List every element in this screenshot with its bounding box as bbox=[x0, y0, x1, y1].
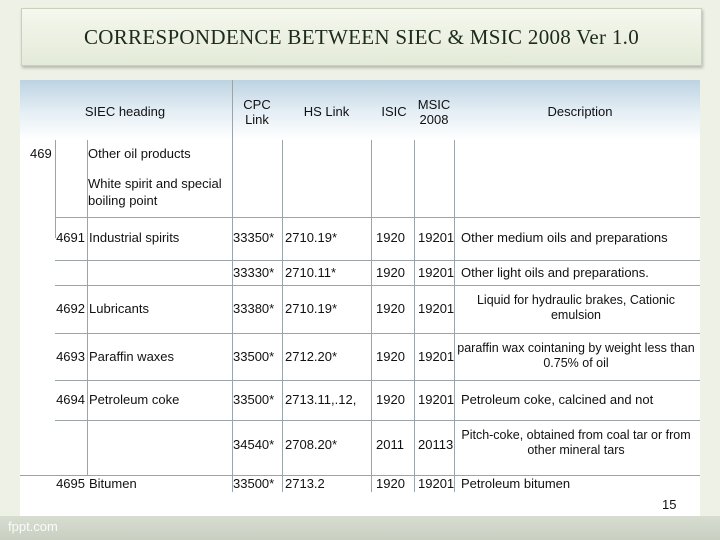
siec-name: Petroleum coke bbox=[89, 392, 180, 407]
header-cpc-line1: CPC bbox=[243, 97, 271, 112]
description: Liquid for hydraulic brakes, Cationic emulsion bbox=[476, 293, 676, 322]
isic-code: 1920 bbox=[376, 301, 405, 316]
hs-link: 2710.11* bbox=[285, 265, 337, 280]
hs-link: 2713.2 bbox=[285, 476, 325, 491]
siec-name: Other oil products bbox=[88, 146, 191, 161]
header-cpc-line2: Link bbox=[245, 112, 269, 127]
msic-code: 19201 bbox=[418, 392, 455, 407]
msic-code: 19201 bbox=[418, 301, 455, 316]
header-msic-line2: 2008 bbox=[419, 112, 449, 127]
cpc-link: 34540* bbox=[233, 437, 275, 452]
title-banner bbox=[21, 8, 702, 66]
siec-code: 4695 bbox=[56, 476, 85, 491]
table-row bbox=[20, 420, 700, 475]
msic-code: 19201 bbox=[418, 476, 455, 491]
description: Petroleum bitumen bbox=[461, 476, 571, 491]
description: Pitch-coke, obtained from coal tar or from other mineral tars bbox=[461, 428, 691, 457]
cpc-link: 33330* bbox=[233, 265, 275, 280]
siec-name: Paraffin waxes bbox=[89, 349, 175, 364]
siec-code: 4692 bbox=[56, 301, 85, 316]
description: Other light oils and preparations. bbox=[461, 265, 649, 280]
cpc-link: 33380* bbox=[233, 301, 275, 316]
hs-link: 2710.19* bbox=[285, 230, 338, 245]
hs-link: 2708.20* bbox=[285, 437, 338, 452]
hs-link: 2710.19* bbox=[285, 301, 338, 316]
table-row bbox=[20, 260, 700, 285]
isic-code: 1920 bbox=[376, 392, 405, 407]
isic-code: 2011 bbox=[376, 437, 404, 452]
table-row bbox=[20, 333, 700, 380]
table-row bbox=[20, 380, 700, 420]
correspondence-table bbox=[20, 80, 700, 516]
header-siec: SIEC heading bbox=[84, 104, 166, 119]
isic-code: 1920 bbox=[376, 265, 405, 280]
isic-code: 1920 bbox=[376, 230, 405, 245]
cpc-link: 33500* bbox=[233, 349, 275, 364]
siec-code: 469 bbox=[30, 146, 52, 161]
header-hs: HS Link bbox=[303, 104, 350, 119]
isic-code: 1920 bbox=[376, 476, 405, 491]
siec-name: Lubricants bbox=[89, 301, 149, 316]
isic-code: 1920 bbox=[376, 349, 405, 364]
msic-code: 20113 bbox=[418, 437, 454, 452]
cpc-link: 33500* bbox=[233, 392, 275, 407]
header-description: Description bbox=[547, 104, 613, 119]
table-row bbox=[20, 285, 700, 333]
siec-name: Bitumen bbox=[89, 476, 137, 491]
msic-code: 19201 bbox=[418, 265, 455, 280]
siec-name: Industrial spirits bbox=[89, 230, 180, 245]
header-isic: ISIC bbox=[381, 104, 407, 119]
page-title: CORRESPONDENCE BETWEEN SIEC & MSIC 2008 Ver 1.0 bbox=[83, 24, 640, 49]
description: Petroleum coke, calcined and not bbox=[461, 392, 654, 407]
cpc-link: 33500* bbox=[233, 476, 275, 491]
hs-link: 2713.11,.12, bbox=[285, 392, 357, 407]
description: Other medium oils and preparations bbox=[461, 230, 668, 245]
msic-code: 19201 bbox=[418, 230, 455, 245]
hs-link: 2712.20* bbox=[285, 349, 338, 364]
siec-code: 4694 bbox=[56, 392, 85, 407]
footer-logo: fppt.com bbox=[8, 519, 58, 534]
header-msic-line1: MSIC bbox=[417, 97, 451, 112]
header-cpc bbox=[232, 97, 282, 127]
msic-code: 19201 bbox=[418, 349, 455, 364]
siec-name: White spirit and special boiling point bbox=[88, 176, 222, 208]
siec-code: 4691 bbox=[56, 230, 85, 245]
page-number: 15 bbox=[662, 497, 677, 512]
table-row bbox=[20, 475, 700, 492]
table-row bbox=[20, 217, 700, 260]
header-msic bbox=[414, 97, 454, 127]
description: paraffin wax cointaning by weight less than 0.75% of oil bbox=[457, 341, 695, 370]
siec-code: 4693 bbox=[56, 349, 85, 364]
cpc-link: 33350* bbox=[233, 230, 275, 245]
footer-bar bbox=[0, 516, 720, 540]
